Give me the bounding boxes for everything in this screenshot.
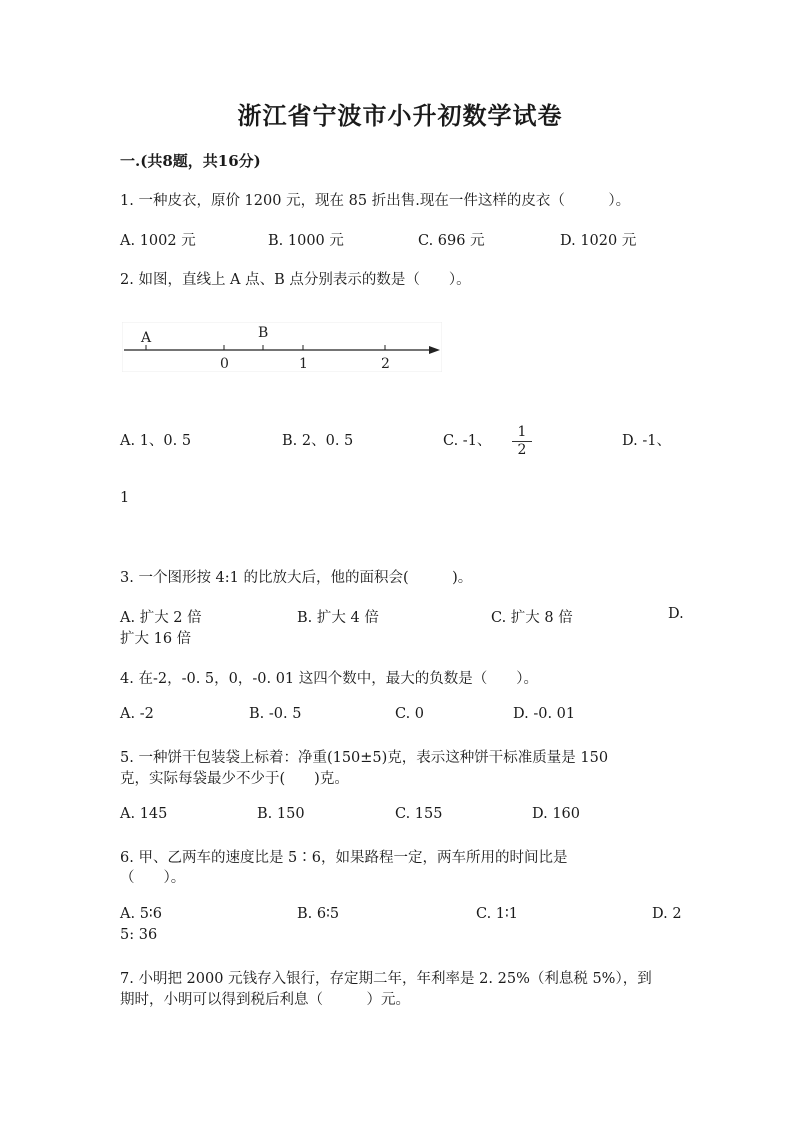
question-5-stem-line-2: 克，实际每袋最少不少于( )克。: [120, 771, 349, 787]
question-2-option-d-continued: 1: [120, 490, 130, 506]
section-heading: 一.(共8题，共16分): [120, 152, 261, 170]
question-6-option-a: A. 5∶6: [120, 906, 162, 922]
question-1-stem: 1. 一种皮衣，原价 1200 元，现在 85 折出售.现在一件这样的皮衣（ ）。: [120, 193, 631, 209]
question-3-stem: 3. 一个图形按 4:1 的比放大后，他的面积会( )。: [120, 570, 473, 586]
question-4-option-a: A. -2: [120, 706, 154, 722]
question-1-option-b: B. 1000 元: [268, 233, 344, 249]
question-1-option-c: C. 696 元: [418, 233, 485, 249]
question-1-option-a: A. 1002 元: [120, 233, 196, 249]
question-2-option-c: C. -1、: [443, 433, 492, 449]
question-5-option-d: D. 160: [532, 806, 581, 822]
question-2-option-b: B. 2、0. 5: [282, 433, 354, 449]
number-line-figure: [122, 322, 442, 372]
question-6-stem-line-1: 6. 甲、乙两车的速度比是 5∶6，如果路程一定，两车所用的时间比是: [120, 850, 568, 866]
fraction-denominator: 2: [517, 442, 527, 458]
question-3-option-d-continued: 扩大 16 倍: [120, 631, 192, 647]
question-4-option-d: D. -0. 01: [513, 706, 576, 722]
question-6-option-b: B. 6∶5: [297, 906, 340, 922]
question-7-stem-line-2: 期时，小明可以得到税后利息（ ）元。: [120, 992, 410, 1008]
question-5-stem-line-1: 5. 一种饼干包装袋上标着：净重(150±5)克，表示这种饼干标准质量是 150: [120, 750, 609, 766]
question-3-option-a: A. 扩大 2 倍: [120, 610, 202, 626]
tick-label-1: 1: [299, 356, 308, 372]
question-2-stem: 2. 如图，直线上 A 点、B 点分别表示的数是（ ）。: [120, 272, 471, 288]
question-6-option-d: D. 2: [652, 906, 682, 922]
question-4-stem: 4. 在-2，-0. 5，0，-0. 01 这四个数中，最大的负数是（ ）。: [120, 671, 539, 687]
question-3-option-d: D.: [668, 606, 684, 622]
question-5-option-a: A. 145: [120, 806, 168, 822]
page-title: 浙江省宁波市小升初数学试卷: [237, 101, 563, 130]
question-4-option-b: B. -0. 5: [249, 706, 302, 722]
question-2-option-c-fraction: [512, 424, 532, 458]
question-3-option-c: C. 扩大 8 倍: [491, 610, 573, 626]
question-6-option-c: C. 1∶1: [476, 906, 519, 922]
question-2-option-a: A. 1、0. 5: [120, 433, 192, 449]
question-4-option-c: C. 0: [395, 706, 425, 722]
question-6-option-d-continued: 5: 36: [120, 927, 158, 943]
question-3-option-b: B. 扩大 4 倍: [297, 610, 379, 626]
tick-label-2: 2: [381, 356, 390, 372]
question-5-option-c: C. 155: [395, 806, 443, 822]
question-2-option-d: D. -1、: [622, 433, 671, 449]
question-6-stem-line-2: （ ）。: [120, 870, 186, 886]
question-1-option-d: D. 1020 元: [560, 233, 637, 249]
point-a-label: A: [141, 330, 152, 346]
tick-label-0: 0: [220, 356, 229, 372]
fraction-numerator: 1: [512, 424, 532, 442]
question-5-option-b: B. 150: [257, 806, 305, 822]
point-b-label: B: [258, 325, 269, 341]
question-7-stem-line-1: 7. 小明把 2000 元钱存入银行，存定期二年，年利率是 2. 25%（利息税 5%），到: [120, 971, 652, 987]
